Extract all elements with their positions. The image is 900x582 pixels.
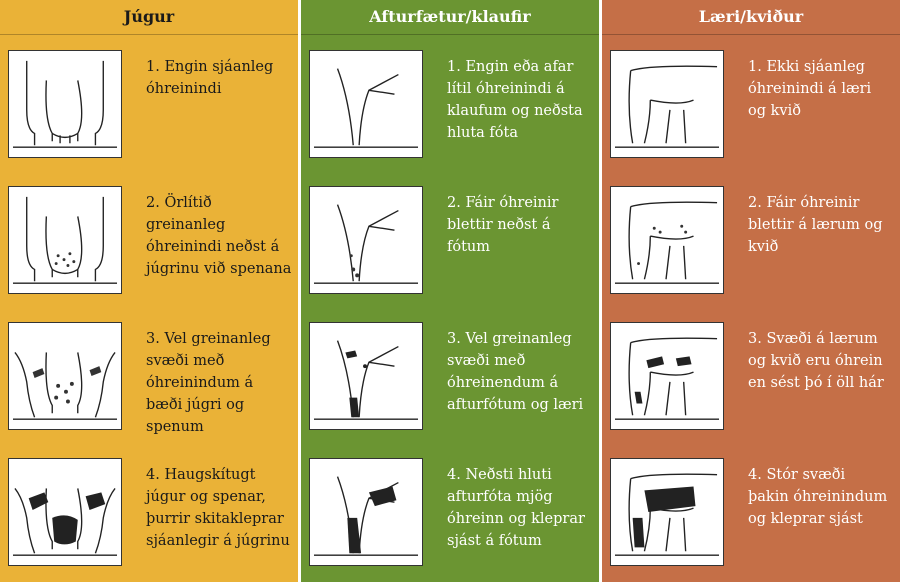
score-row xyxy=(301,442,599,578)
score-text: 2. Fáir óhreinir blettir á lærum og kvið xyxy=(748,195,883,255)
score-row xyxy=(0,34,298,170)
score-text: 2. Fáir óhreinir blettir neðst á fótum xyxy=(447,195,559,255)
score-text: 4. Stór svæði þakin óhreinindum og kleprar sjást xyxy=(748,467,888,527)
score-row xyxy=(602,442,900,578)
flank-clean-icon xyxy=(610,50,724,158)
score-row xyxy=(602,306,900,442)
column-header-flank: Læri/kviður xyxy=(602,0,900,35)
hindleg-slightly-dirty-icon xyxy=(309,186,423,294)
hindleg-dirty-icon xyxy=(309,322,423,430)
score-row xyxy=(0,170,298,306)
udder-dirty-icon xyxy=(8,322,122,430)
udder-slightly-dirty-icon xyxy=(8,186,122,294)
column-header-hind-legs: Afturfætur/klaufir xyxy=(301,0,599,35)
flank-very-dirty-icon xyxy=(610,458,724,566)
score-row xyxy=(0,306,298,442)
hindleg-very-dirty-icon xyxy=(309,458,423,566)
flank-dirty-icon xyxy=(610,322,724,430)
column-flank xyxy=(602,0,900,582)
score-text: 3. Vel greinanleg svæði með óhreinendum á afturfótum og læri xyxy=(447,331,584,413)
udder-very-dirty-icon xyxy=(8,458,122,566)
score-row xyxy=(602,170,900,306)
hindleg-clean-icon xyxy=(309,50,423,158)
score-row xyxy=(301,34,599,170)
udder-clean-icon xyxy=(8,50,122,158)
score-text: 3. Vel greinanleg svæði með óhreinindum á bæði júgri og spenum xyxy=(146,331,271,435)
score-row xyxy=(602,34,900,170)
column-header-udder: Júgur xyxy=(0,0,298,35)
score-text: 4. Haugskítugt júgur og spenar, þurrir skitakleprar sjáanlegir á júgrinu xyxy=(146,467,290,549)
column-hind-legs xyxy=(301,0,599,582)
score-text: 3. Svæði á lærum og kvið eru óhrein en sést þó í öll hár xyxy=(748,331,884,391)
score-text: 1. Ekki sjáanleg óhreinindi á læri og kvið xyxy=(748,59,872,119)
score-row xyxy=(0,442,298,578)
score-text: 4. Neðsti hluti afturfóta mjög óhreinn og kleprar sjást á fótum xyxy=(447,467,585,549)
score-text: 1. Engin eða afar lítil óhreinindi á klaufum og neðsta hluta fóta xyxy=(447,59,583,141)
score-row xyxy=(301,170,599,306)
column-udder xyxy=(0,0,298,582)
score-text: 2. Örlítið greinanleg óhreinindi neðst á júgrinu við spenana xyxy=(146,195,292,277)
flank-slightly-dirty-icon xyxy=(610,186,724,294)
score-text: 1. Engin sjáanleg óhreinindi xyxy=(146,59,274,97)
score-row xyxy=(301,306,599,442)
